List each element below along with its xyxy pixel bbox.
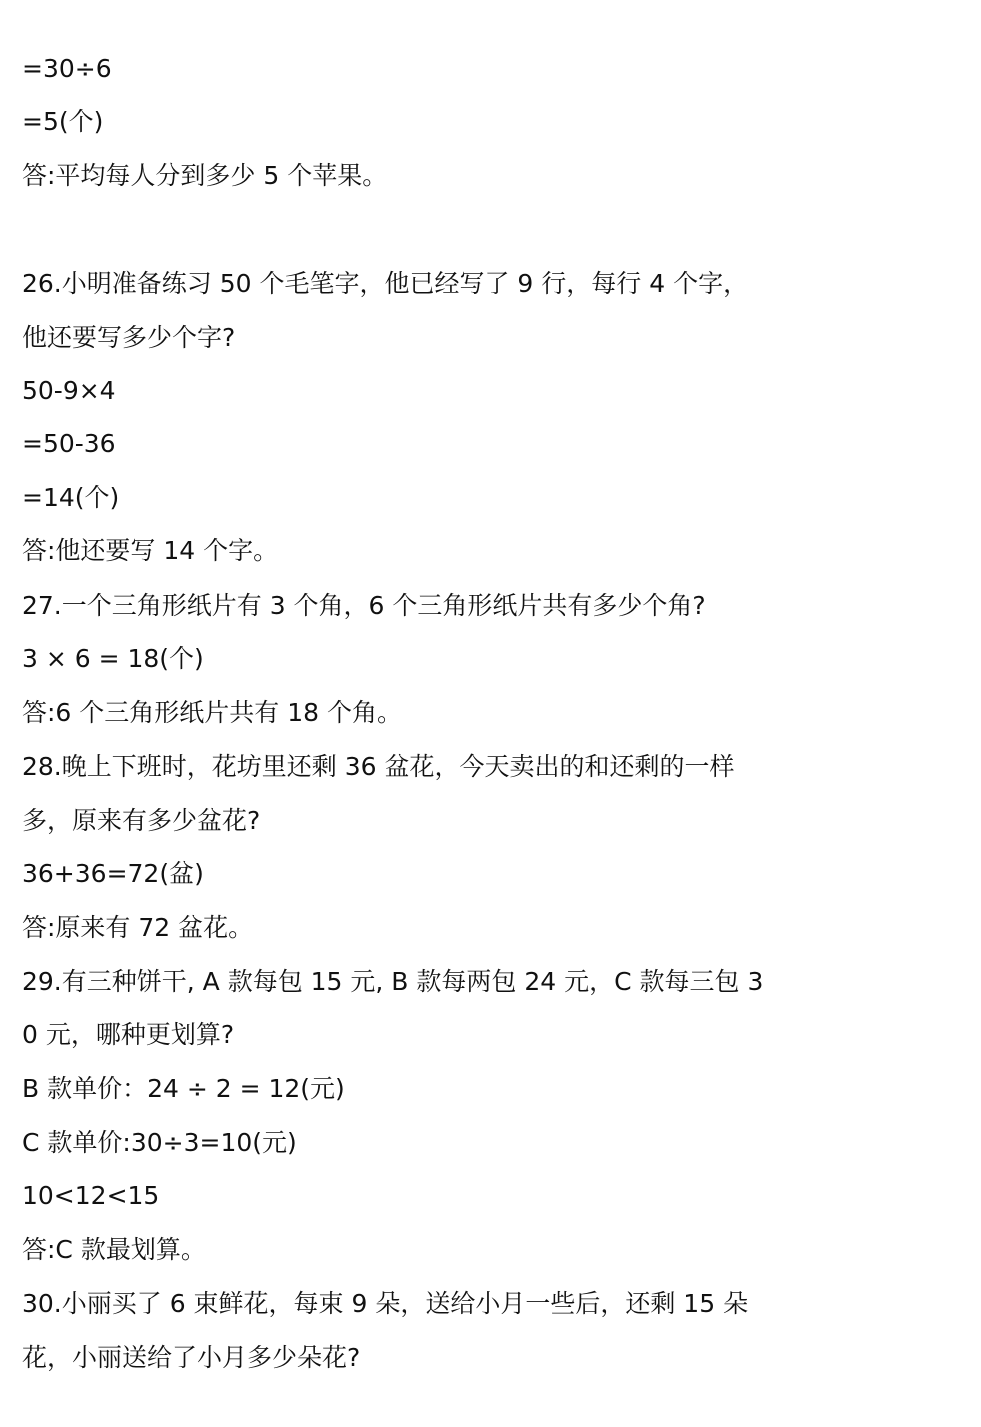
calc-line-27: 3 × 6 = 18(个) <box>22 644 204 673</box>
calc-line-26-step3: =14(个) <box>22 483 120 512</box>
answer-line-27: 答:6 个三角形纸片共有 18 个角。 <box>22 698 402 727</box>
answer-line-26: 答:他还要写 14 个字。 <box>22 536 279 565</box>
question-29-line1: 29.有三种饼干, A 款每包 15 元, B 款每两包 24 元，C 款每三包 3 <box>22 967 764 996</box>
calc-line-29-compare: 10<12<15 <box>22 1181 160 1210</box>
question-26-line2: 他还要写多少个字? <box>22 323 236 352</box>
question-30-line1: 30.小丽买了 6 束鲜花，每束 9 朵，送给小月一些后，还剩 15 朵 <box>22 1289 749 1318</box>
question-29-line2: 0 元，哪种更划算? <box>22 1020 235 1049</box>
question-28-line2: 多，原来有多少盆花? <box>22 806 261 835</box>
calc-line-26-step2: =50-36 <box>22 429 116 458</box>
question-27: 27.一个三角形纸片有 3 个角，6 个三角形纸片共有多少个角? <box>22 591 706 620</box>
calc-line-25-step1: =30÷6 <box>22 54 112 83</box>
answer-line-25: 答:平均每人分到多少 5 个苹果。 <box>22 161 388 190</box>
question-30-line2: 花，小丽送给了小月多少朵花? <box>22 1343 361 1372</box>
answer-line-29: 答:C 款最划算。 <box>22 1235 206 1264</box>
question-28-line1: 28.晚上下班时，花坊里还剩 36 盆花，今天卖出的和还剩的一样 <box>22 752 735 781</box>
question-26-line1: 26.小明准备练习 50 个毛笔字，他已经写了 9 行，每行 4 个字， <box>22 269 749 298</box>
calc-line-25-step2: =5(个) <box>22 107 104 136</box>
calc-line-29-c-price: C 款单价:30÷3=10(元) <box>22 1128 297 1157</box>
calc-line-26-step1: 50-9×4 <box>22 376 116 405</box>
calc-line-28: 36+36=72(盆) <box>22 859 204 888</box>
answer-line-28: 答:原来有 72 盆花。 <box>22 913 254 942</box>
calc-line-29-b-price: B 款单价：24 ÷ 2 = 12(元) <box>22 1074 345 1103</box>
